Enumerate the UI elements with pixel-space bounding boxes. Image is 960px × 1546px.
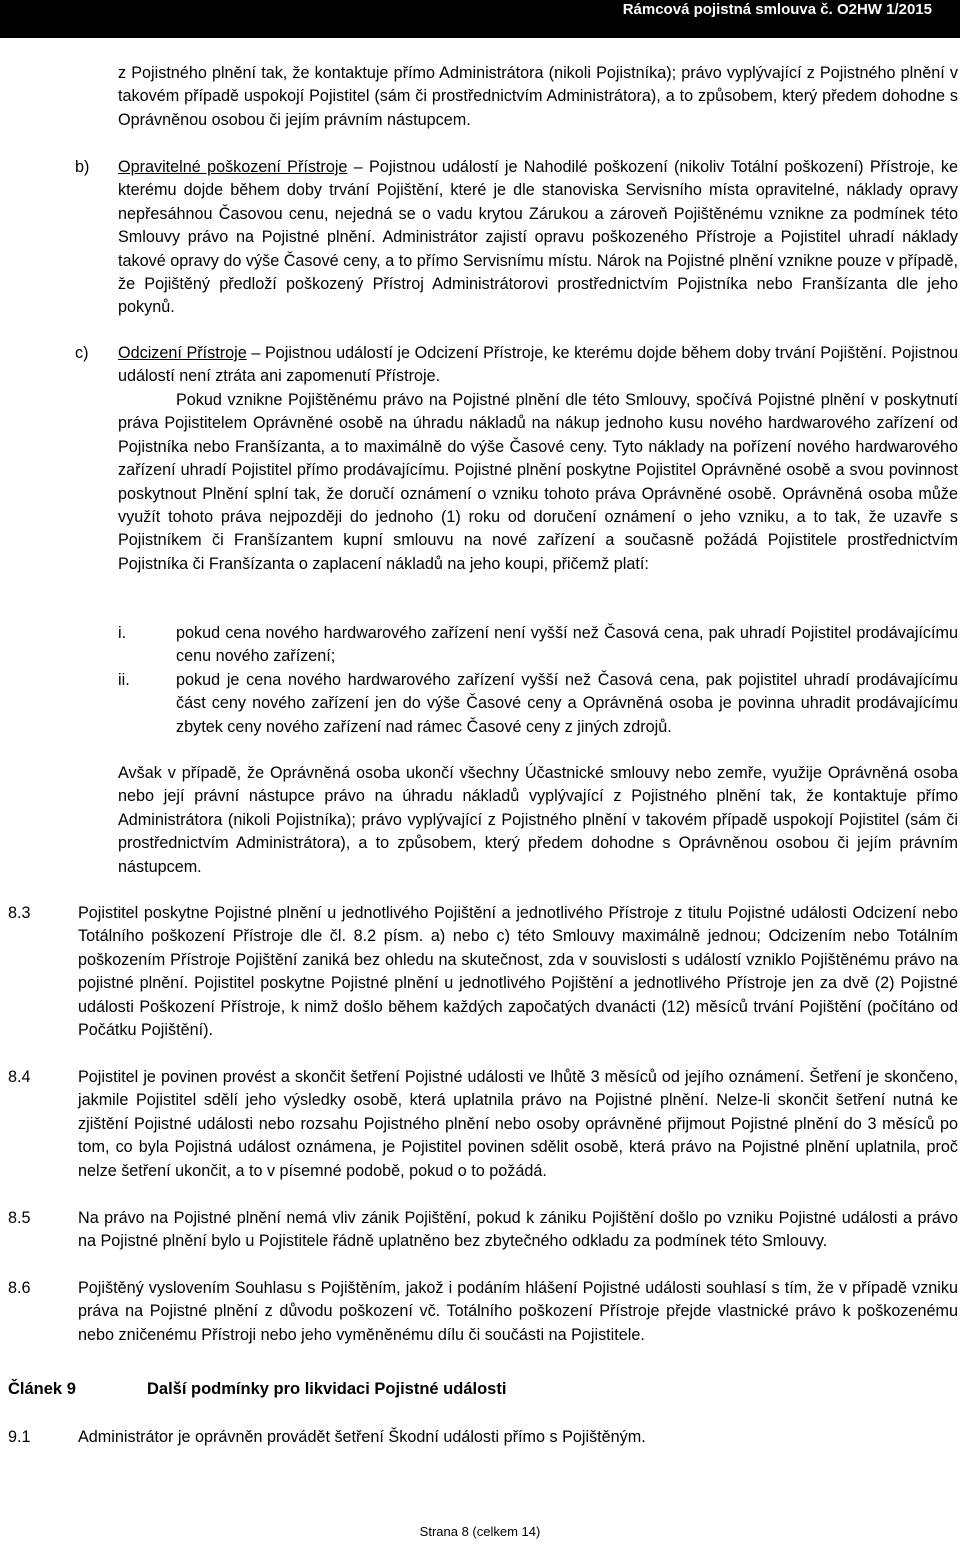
item-b-marker: b) [75,158,90,176]
section-8-6-text: Pojištěný vyslovením Souhlasu s Pojištěním, jakož i podáním hlášení Pojistné události souhlasí s tím, že v případě vzniku práva na Pojistné plnění z důvodu poškození vč. Totálního poškození Přístroje přejde vlastnické právo k poškozenému nebo zničenému Přístroji nebo jeho vyměněnému dílu či součásti na Pojistitele. [78,1279,958,1344]
section-8-3-number: 8.3 [8,904,31,922]
item-c-para3: Avšak v případě, že Oprávněná osoba ukončí všechny Účastnické smlouvy nebo zemře, využije Oprávněná osoba nebo její právní nástupce právo na úhradu nákladů vyplývající z Pojistného plnění tak, že kontaktuje přímo Administrátora (nikoli Pojistníka); právo vyplývající z Pojistného plnění v takovém případě uspokojí Pojistitel (sám či prostřednictvím Administrátora), a to způsobem, který předem dohodne s Oprávněnou osobou či jejím právním nástupcem. [118,764,958,876]
item-c-para2: Pokud vznikne Pojištěnému právo na Pojistné plnění dle této Smlouvy, spočívá Pojistné plnění v poskytnutí práva Pojistitelem Oprávněné osobě na úhradu nákladů na nákup jednoho kusu nového hardwarového zařízení od Pojistníka nebo Franšízanta, a to maximálně do výše Časové ceny. Tyto náklady na pořízení nového hardwarového zařízení uhradí Pojistitel přímo prodávajícímu. Pojistné plnění poskytne Pojistitel Oprávněné osobě a svou povinnost poskytnout Plnění splní tak, že doručí oznámení o vzniku tohoto práva Oprávněné osobě. Oprávněná osoba může využít tohoto práva nejpozději do jednoho (1) roku od doručení oznámení o jeho vzniku, a to tak, že uzavře s Pojistníkem či Franšízantem kupní smlouvu na nové zařízení a současně požádá Pojistitele prostřednictvím Pojistníka či Franšízanta o zaplacení nákladů na jeho koupi, přičemž platí: [118,391,958,573]
section-9-1-number: 9.1 [8,1428,31,1446]
section-8-5-text: Na právo na Pojistné plnění nemá vliv zánik Pojištění, pokud k zániku Pojištění došlo po vzniku Pojistné události a právo na Pojistné plnění bylo u Pojistitele řádně uplatněno bez zbytečného odkladu za podmínek této Smlouvy. [78,1209,958,1251]
document-header-bar [0,0,960,38]
item-c-paragraph [118,342,958,389]
article-9-title: Další podmínky pro likvidaci Pojistné události [147,1380,507,1398]
section-8-5-number: 8.5 [8,1209,31,1227]
item-b-dash: – [347,158,370,176]
section-8-4-text: Pojistitel je povinen provést a skončit šetření Pojistné události ve lhůtě 3 měsíců od jejího oznámení. Šetření je skončeno, jakmile Pojistitel sdělí jeho výsledky osobě, která uplatnila právo na Pojistné plnění. Nelze-li skončit šetření nutná ke zjištění Pojistné události nebo rozsahu Pojistného plnění nebo osoby oprávněné přijmout Pojistné plnění do 3 měsíců po tom, co byla Pojistná událost oznámena, je Pojistitel povinen sdělit osobě, která právo na Pojistné plnění uplatnila, proč nelze šetření ukončit, a to v písemné podobě, pokud o to požádá. [78,1068,958,1180]
item-c-title: Odcizení Přístroje [118,344,247,362]
item-c-text: Pojistnou událostí je Odcizení Přístroje, ke kterému dojde během doby trvání Pojištění. Pojistnou událostí není ztráta ani zapomenutí Přístroje. [118,344,958,386]
document-header-title: Rámcová pojistná smlouva č. O2HW 1/2015 [622,1,932,18]
section-8-4-number: 8.4 [8,1068,31,1086]
section-8-3-text: Pojistitel poskytne Pojistné plnění u jednotlivého Pojištění a jednotlivého Přístroje z titulu Pojistné události Odcizení nebo Totálního poškození Přístroje dle čl. 8.2 písm. a) nebo c) této Smlouvy maximálně jednou; Odcizením nebo Totálním poškozením Přístroje Pojištění zaniká bez ohledu na skutečnost, zda v souvislosti s událostí vzniklo Pojištěnému právo na pojistné plnění. Pojistitel poskytne Pojistné plnění u jednotlivého Pojištění a jednotlivého Přístroje jen za dvě (2) Pojistné události Poškození Přístroje, k nimž došlo během každých započatých dvanácti (12) měsíců trvání Pojištění (počítáno od Počátku Pojištění). [78,904,958,1040]
sub-ii-marker: ii. [118,671,130,689]
section-8-6-number: 8.6 [8,1279,31,1297]
sub-ii-text: pokud je cena nového hardwarového zařízení vyšší než Časová cena, pak pojistitel uhradí prodávajícímu část ceny nového zařízení jen do výše Časové ceny a Oprávněná osoba je povinna uhradit prodávajícímu zbytek ceny nového zařízení nad rámec Časové ceny z jiných zdrojů. [176,671,958,736]
item-b-paragraph [118,156,958,320]
item-b-title: Opravitelné poškození Přístroje [118,158,348,176]
article-9-label: Článek 9 [8,1380,76,1398]
item-b-text: Pojistnou událostí je Nahodilé poškození (nikoliv Totální poškození) Přístroje, ke kterému dojde během doby trvání Pojištění, které je dle stanoviska Servisního místa opravitelné, náklady opravy nepřesáhnou Časovou cenu, nejedná se o vadu krytou Zárukou a zároveň Pojištěnému vznikne za podmínek této Smlouvy právo na Pojistné plnění. Administrátor zajistí opravu poškozeného Přístroje a Pojistitel uhradí náklady takové opravy do výše Časové ceny, a to přímo Servisnímu místu. Nárok na Pojistné plnění vznikne pouze v případě, že Pojištěný předloží poškozený Přístroj Administrátorovi prostřednictvím Pojistníka nebo Franšízanta dle jeho pokynů. [118,158,959,317]
page-footer: Strana 8 (celkem 14) [419,1524,541,1539]
intro-paragraph: z Pojistného plnění tak, že kontaktuje přímo Administrátora (nikoli Pojistníka); právo vyplývající z Pojistného plnění v takovém případě uspokojí Pojistitel (sám či prostřednictvím Administrátora), a to způsobem, který předem dohodne s Oprávněnou osobou či jejím právním nástupcem. [118,64,958,129]
sub-i-text: pokud cena nového hardwarového zařízení není vyšší než Časová cena, pak uhradí Pojistitel prodávajícímu cenu nového zařízení; [176,624,958,666]
item-c-marker: c) [75,344,89,362]
item-c-dash: – [246,344,265,362]
sub-i-marker: i. [118,624,127,642]
section-9-1-text: Administrátor je oprávněn provádět šetření Škodní události přímo s Pojištěným. [78,1428,646,1446]
